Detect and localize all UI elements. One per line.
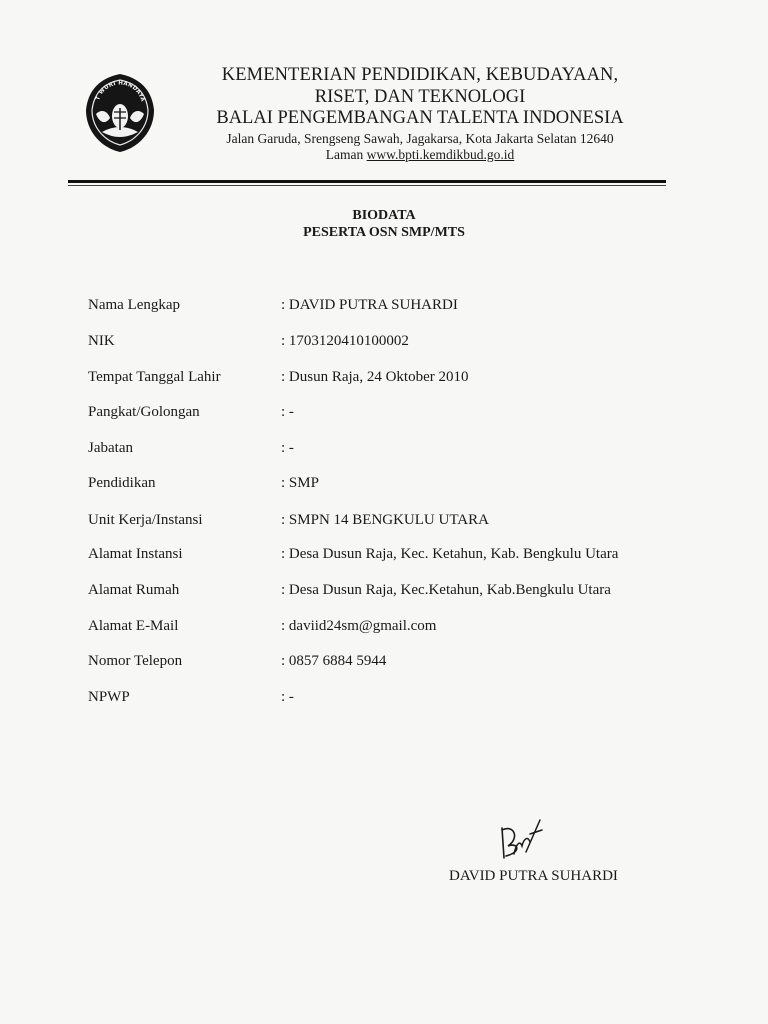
- signatory-name: DAVID PUTRA SUHARDI: [449, 868, 618, 884]
- biodata-label: Nomor Telepon: [88, 653, 183, 669]
- biodata-value: : DAVID PUTRA SUHARDI: [281, 297, 458, 313]
- website-link[interactable]: www.bpti.kemdikbud.go.id: [366, 147, 515, 162]
- website-prefix: Laman: [325, 147, 364, 162]
- biodata-label: NPWP: [88, 689, 130, 705]
- institution-address: Jalan Garuda, Srengseng Sawah, Jagakarsa, Kota Jakarta Selatan 12640: [226, 130, 614, 146]
- biodata-row-rank: [88, 401, 708, 423]
- institution-website-line: [160, 148, 680, 162]
- biodata-label: Jabatan: [88, 440, 133, 456]
- biodata-label: Tempat Tanggal Lahir: [88, 369, 221, 385]
- biodata-value: : Desa Dusun Raja, Kec. Ketahun, Kab. Bengkulu Utara: [281, 546, 619, 562]
- biodata-value: : 1703120410100002: [281, 333, 409, 349]
- tut-wuri-handayani-logo: [82, 72, 158, 154]
- biodata-row-nik: [88, 330, 708, 352]
- ministry-name-continued: RISET, DAN TEKNOLOGI: [314, 86, 526, 107]
- biodata-row-npwp: [88, 686, 708, 708]
- biodata-value: : 0857 6884 5944: [281, 653, 387, 669]
- biodata-label: Alamat Rumah: [88, 582, 180, 598]
- biodata-row-birth-place-date: [88, 366, 708, 388]
- biodata-value: : -: [281, 689, 294, 705]
- biodata-value: : SMPN 14 BENGKULU UTARA: [281, 512, 489, 528]
- biodata-row-institution-address: [88, 543, 708, 565]
- biodata-label: Pendidikan: [88, 475, 156, 491]
- title-line-2: PESERTA OSN SMP/MTS: [303, 225, 465, 240]
- biodata-value: : Desa Dusun Raja, Kec.Ketahun, Kab.Bengkulu Utara: [281, 582, 611, 598]
- biodata-row-home-address: [88, 579, 708, 601]
- handwritten-signature: [496, 816, 548, 864]
- biodata-value: : -: [281, 440, 294, 456]
- letterhead-divider-thin: [68, 185, 666, 186]
- biodata-value: : -: [281, 404, 294, 420]
- biodata-row-phone: [88, 650, 708, 672]
- biodata-row-email: [88, 615, 708, 637]
- biodata-row-position: [88, 437, 708, 459]
- title-line-1: BIODATA: [352, 208, 416, 223]
- biodata-label: Pangkat/Golongan: [88, 404, 200, 420]
- biodata-label: Alamat E-Mail: [88, 618, 179, 634]
- document-title: [0, 207, 768, 241]
- ministry-name: KEMENTERIAN PENDIDIKAN, KEBUDAYAAN,: [221, 65, 619, 85]
- biodata-value: : SMP: [281, 475, 319, 491]
- biodata-value: : daviid24sm@gmail.com: [281, 618, 437, 634]
- svg-text:TUT WURI HANDAYANI: T WURI HANDAYA: [95, 80, 146, 103]
- biodata-row-full-name: [88, 294, 708, 316]
- biodata-label: Alamat Instansi: [88, 546, 183, 562]
- biodata-label: NIK: [88, 333, 115, 349]
- biodata-row-education: [88, 472, 708, 494]
- biodata-row-institution: [88, 509, 708, 531]
- letterhead: [160, 66, 680, 162]
- biodata-label: Unit Kerja/Instansi: [88, 512, 203, 528]
- biodata-value: : Dusun Raja, 24 Oktober 2010: [281, 369, 469, 385]
- letterhead-divider-thick: [68, 180, 666, 183]
- institution-name: BALAI PENGEMBANGAN TALENTA INDONESIA: [216, 108, 624, 128]
- biodata-label: Nama Lengkap: [88, 297, 181, 313]
